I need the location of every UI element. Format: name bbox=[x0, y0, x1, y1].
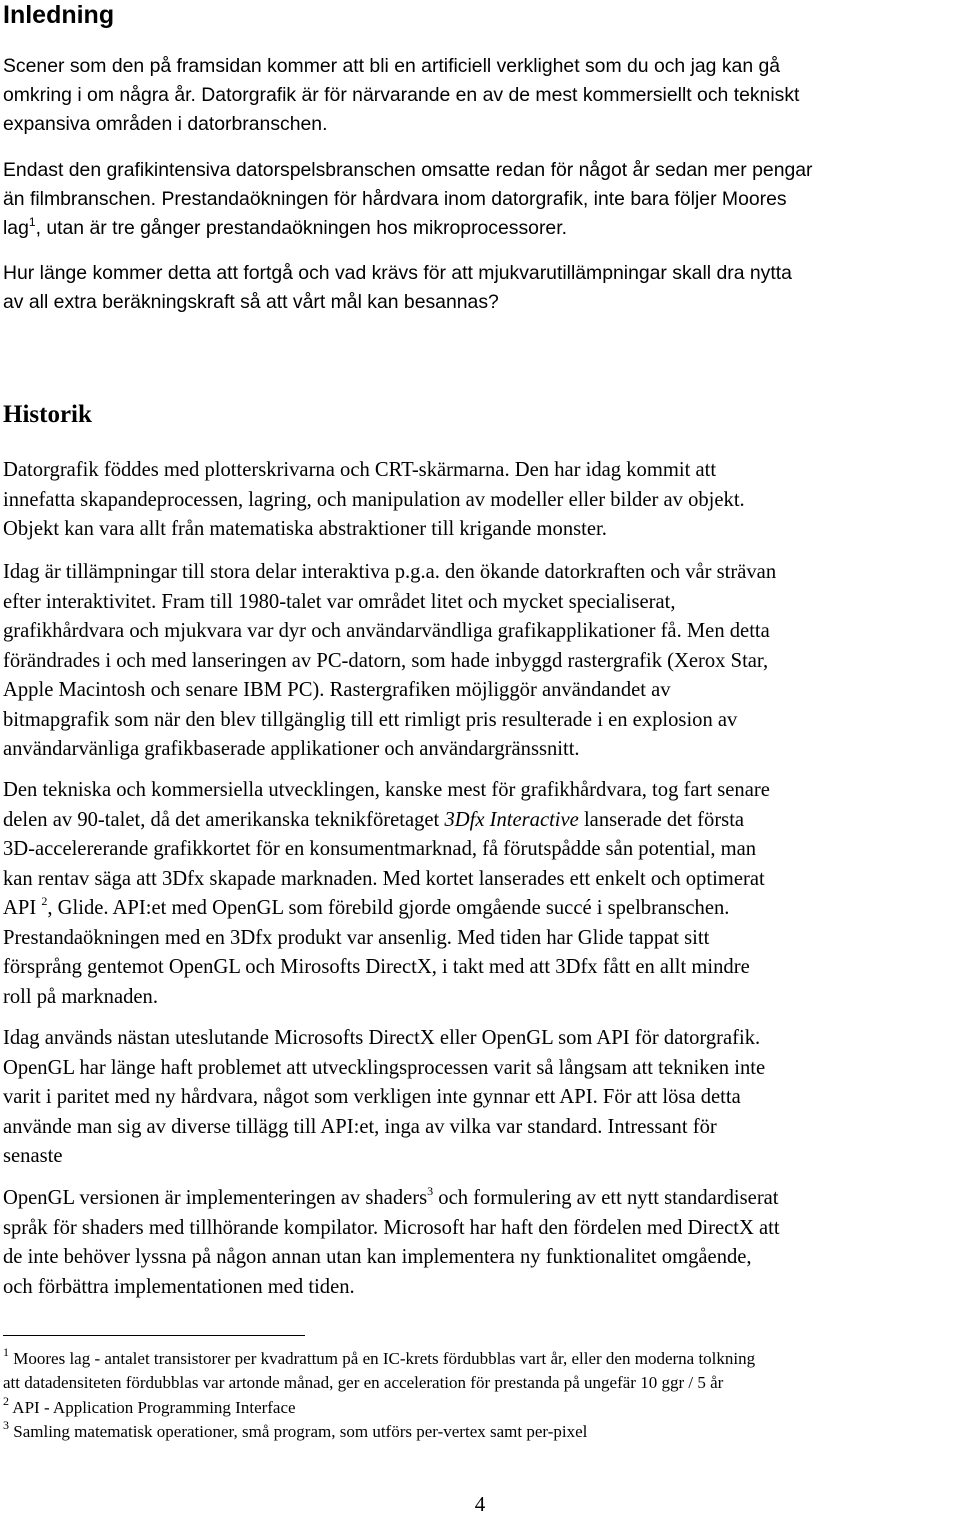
text-line: senaste bbox=[3, 1145, 63, 1167]
text-line: efter interaktivitet. Fram till 1980-talet var området litet och mycket specialiserat, bbox=[3, 590, 676, 613]
text-line: Prestandaökningen med en 3Dfx produkt var ansenlig. Med tiden har Glide tappat sitt bbox=[3, 926, 710, 949]
text-run: och formulering av ett nytt standardiserat bbox=[433, 1187, 779, 1209]
text-line: roll på marknaden. bbox=[3, 985, 158, 1008]
text-line: grafikhårdvara och mjukvara var dyr och användarvändliga grafikapplikationer få. Men detta bbox=[3, 620, 770, 642]
paragraph bbox=[3, 456, 958, 545]
paragraph bbox=[3, 52, 958, 139]
paragraph bbox=[3, 558, 958, 765]
footnote-number: 3 bbox=[3, 1418, 9, 1433]
text-line: av all extra beräkningskraft så att vårt mål kan besannas? bbox=[3, 291, 499, 313]
paragraph bbox=[3, 1024, 958, 1172]
paragraph bbox=[3, 156, 958, 243]
text-line: att datadensiteten fördubblas var artonde månad, ger en acceleration för prestanda på ungefär 10 ggr / 5 år bbox=[3, 1373, 724, 1392]
footnote-ref-1: 1 bbox=[28, 214, 36, 229]
text-line: 3D-accelererande grafikkortet för en konsumentmarknad, få förutspådde sån potential, man bbox=[3, 838, 757, 860]
text-line: användarvänliga grafikbaserade applikationer och användargränssnitt. bbox=[3, 738, 580, 760]
text-line: än filmbranschen. Prestandaökningen för hårdvara inom datorgrafik, inte bara följer Moores bbox=[3, 188, 787, 210]
text-line: bitmapgrafik som när den blev tillgänglig till ett rimligt pris resulterade i en explosion av bbox=[3, 708, 738, 731]
paragraph bbox=[3, 259, 958, 317]
text-line: försprång gentemot OpenGL och Mirosofts DirectX, i takt med att 3Dfx fått en allt mindre bbox=[3, 956, 750, 978]
footnote-2 bbox=[3, 1396, 958, 1420]
section-heading-historik: Historik bbox=[3, 401, 92, 428]
text-line: Datorgrafik föddes med plotterskrivarna och CRT-skärmarna. Den har idag kommit att bbox=[3, 459, 717, 481]
text-line: OpenGL har länge haft problemet att utvecklingsprocessen varit så långsam att tekniken inte bbox=[3, 1056, 766, 1079]
paragraph bbox=[3, 776, 958, 1012]
text-line: Idag används nästan uteslutande Microsofts DirectX eller OpenGL som API för datorgrafik. bbox=[3, 1027, 761, 1049]
footnote-number: 2 bbox=[3, 1394, 9, 1409]
text-line: innefatta skapandeprocessen, lagring, och manipulation av modeller eller bilder av objekt. bbox=[3, 488, 745, 511]
footnote-ref-2: 2 bbox=[41, 894, 48, 909]
text-line: expansiva områden i datorbranschen. bbox=[3, 113, 328, 135]
text-line: Den tekniska och kommersiella utvecklingen, kanske mest för grafikhårdvara, tog fart senare bbox=[3, 779, 770, 801]
text-line: de inte behöver lyssna på någon annan utan kan implementera ny funktionalitet omgående, bbox=[3, 1246, 752, 1268]
text-line: förändrades i och med lanseringen av PC-datorn, som hade inbyggd rastergrafik (Xerox Star, bbox=[3, 649, 769, 672]
company-name: 3Dfx Interactive bbox=[444, 808, 579, 831]
text-line bbox=[3, 214, 958, 243]
text-run: , utan är tre gånger prestandaökningen hos mikroprocessorer. bbox=[35, 217, 567, 239]
section-heading-inledning: Inledning bbox=[3, 1, 115, 29]
text-run: lanserade det första bbox=[578, 808, 745, 831]
text-run: Samling matematisk operationer, små program, som utförs per-vertex samt per-pixel bbox=[9, 1422, 588, 1441]
text-line: Idag är tillämpningar till stora delar interaktiva p.g.a. den ökande datorkraften och vår strävan bbox=[3, 561, 777, 583]
text-line bbox=[3, 894, 958, 924]
footnote-3 bbox=[3, 1420, 958, 1444]
text-run: API bbox=[3, 897, 42, 919]
text-line: och förbättra implementationen med tiden. bbox=[3, 1275, 355, 1298]
text-line: språk för shaders med tillhörande kompilator. Microsoft har haft den fördelen med DirectX att bbox=[3, 1216, 780, 1239]
paragraph bbox=[3, 1184, 958, 1302]
text-line bbox=[3, 1184, 958, 1214]
text-line: omkring i om några år. Datorgrafik är för närvarande en av de mest kommersiellt och tekniskt bbox=[3, 84, 800, 106]
text-run: , Glide. API:et med OpenGL som förebild gjorde omgående succé i spelbranschen. bbox=[47, 897, 730, 919]
footnote-1 bbox=[3, 1347, 958, 1395]
text-line bbox=[3, 1347, 958, 1371]
page-number: 4 bbox=[474, 1492, 486, 1516]
footnote-ref-3: 3 bbox=[427, 1184, 434, 1199]
text-line: varit i paritet med ny hårdvara, något som verkligen inte gynnar ett API. För att lösa detta bbox=[3, 1086, 741, 1108]
text-line: Scener som den på framsidan kommer att bli en artificiell verklighet som du och jag kan gå bbox=[3, 55, 781, 77]
text-run: OpenGL versionen är implementeringen av shaders bbox=[3, 1187, 428, 1209]
footnote-separator bbox=[3, 1335, 305, 1336]
text-line: Endast den grafikintensiva datorspelsbranschen omsatte redan för något år sedan mer pengar bbox=[3, 159, 813, 181]
text-run: API - Application Programming Interface bbox=[9, 1398, 296, 1417]
text-line: använde man sig av diverse tillägg till API:et, inga av vilka var standard. Intressant för bbox=[3, 1115, 717, 1138]
text-line: Objekt kan vara allt från matematiska abstraktioner till krigande monster. bbox=[3, 518, 607, 540]
text-line bbox=[3, 806, 958, 836]
text-line: kan rentav säga att 3Dfx skapade marknaden. Med kortet lanserades ett enkelt och optimerat bbox=[3, 867, 765, 890]
text-line: Hur länge kommer detta att fortgå och vad krävs för att mjukvarutillämpningar skall dra nytta bbox=[3, 262, 792, 284]
text-run: delen av 90-talet, då det amerikanska teknikföretaget bbox=[3, 808, 445, 831]
text-run: Moores lag - antalet transistorer per kvadrattum på en IC-krets fördubblas vart år, eller den moderna tolkning bbox=[9, 1349, 756, 1368]
footnote-number: 1 bbox=[3, 1345, 9, 1360]
text-run: lag bbox=[3, 217, 29, 239]
text-line: Apple Macintosh och senare IBM PC). Rastergrafiken möjliggör användandet av bbox=[3, 679, 671, 701]
